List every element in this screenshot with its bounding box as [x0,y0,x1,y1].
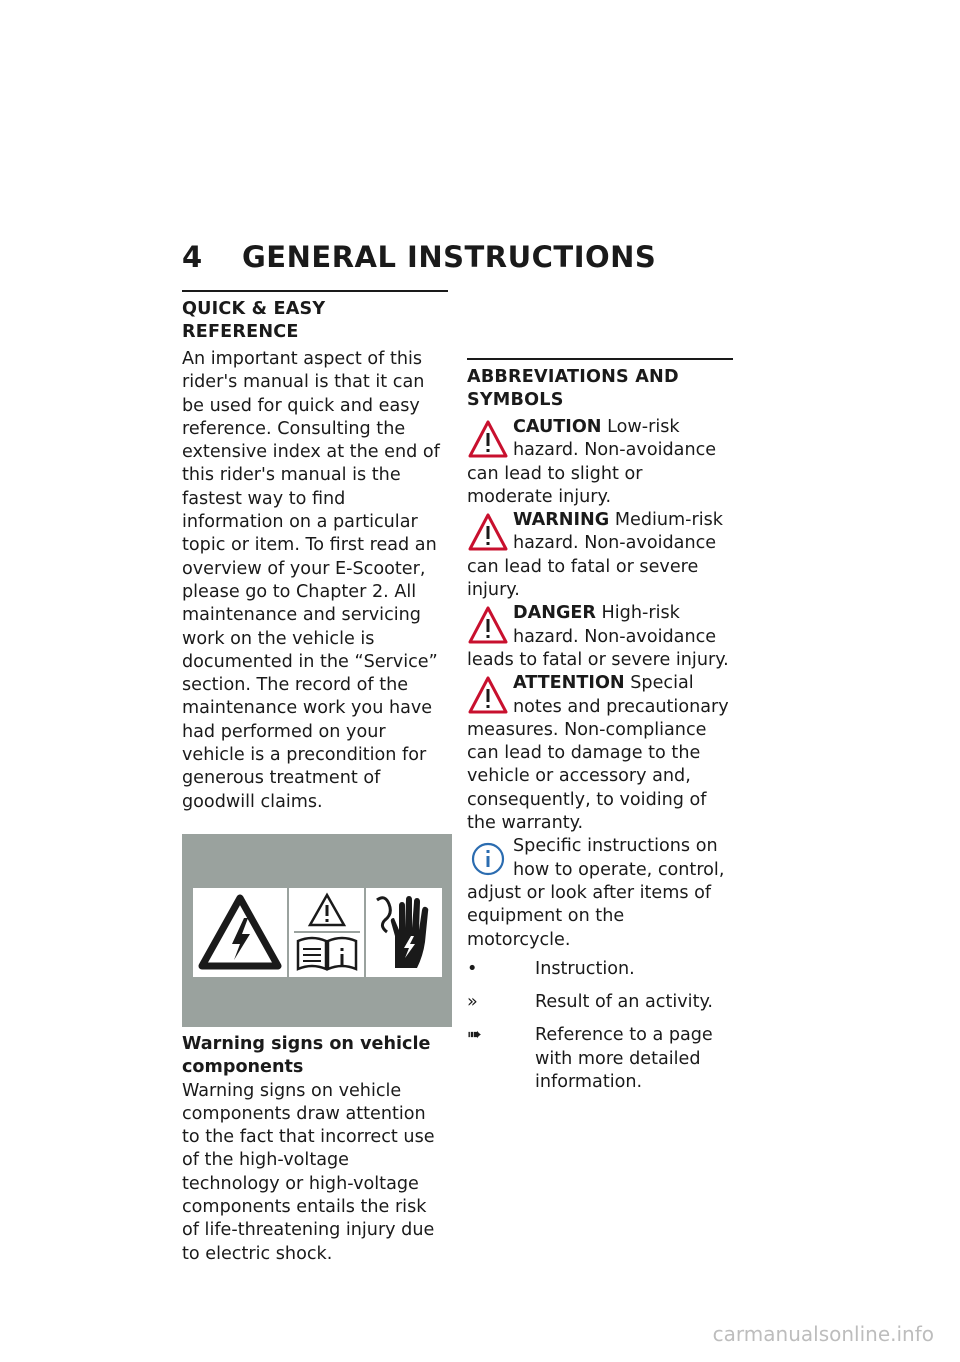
warning-signs-figure [182,834,452,1027]
symbol-description: Specific instructions on how to operate, control, adjust or look after items of equipment on the motorcycle. [467,836,725,950]
symbol-description: Medium-risk hazard. Non-avoidance can lead to fatal or severe injury. [467,510,723,601]
legend-text: Reference to a page with more detailed information. [535,1025,713,1093]
high-voltage-warning-icon [193,888,289,977]
warning-triangle-icon [467,511,509,555]
symbol-entry-warning [467,509,733,602]
bullet-icon: • [467,958,478,979]
symbol-keyword: DANGER [513,603,596,624]
page-reference-arrow-icon: ➠ [467,1025,482,1046]
warning-triangle-icon [467,418,509,462]
abbreviations-title: ABBREVIATIONS AND SYMBOLS [467,367,679,410]
symbol-entry-attention [467,672,733,835]
list-item [467,958,733,981]
symbol-entry-danger [467,602,733,672]
chapter-title: GENERAL INSTRUCTIONS [242,240,657,274]
section-divider [182,290,448,292]
info-icon [467,837,509,881]
symbol-description: Low-risk hazard. Non-avoidance can lead to slight or moderate injury. [467,417,717,507]
section-divider [467,358,733,360]
right-column [467,358,733,1104]
symbol-keyword: CAUTION [513,417,602,437]
symbol-legend-list [467,958,733,1094]
chapter-number: 4 [182,240,203,274]
symbol-entry-info [467,835,733,951]
legend-text: Result of an activity. [535,992,713,1013]
symbol-entry-caution [467,416,733,509]
warning-signs-caption-title: Warning signs on vehicle components [182,1033,431,1078]
watermark: carmanualsonline.info [712,1322,934,1346]
warning-sign-panel [193,888,442,977]
warning-triangle-icon [467,674,509,718]
chapter-heading [182,240,656,274]
symbol-description: Special notes and precautionary measures. Non-compliance can lead to damage to the vehicle or accessory and, consequently, to voiding of the warranty. [467,673,729,834]
list-item [467,991,733,1014]
warning-triangle-icon [467,604,509,648]
symbol-keyword: WARNING [513,510,610,531]
list-item [467,1024,733,1094]
symbol-description: High-risk hazard. Non-avoidance leads to fatal or severe injury. [467,603,729,670]
result-arrow-icon: » [467,992,478,1013]
left-column [182,290,448,1266]
electric-shock-hand-icon [366,888,442,977]
quick-reference-title: QUICK & EASY REFERENCE [182,299,326,342]
warning-signs-caption-body: Warning signs on vehicle components draw attention to the fact that incorrect use of the high-voltage technology or high-voltage components entails the risk of life-threatening injury due to electric shock. [182,1080,435,1264]
quick-reference-body: An important aspect of this rider's manual is that it can be used for quick and easy reference. Consulting the extensive index at the end of this rider's manual is the fastest way to find information on a particular topic or item. To first read an overview of your E-Scooter, please go to Chapter 2. All maintenance and servicing work on the vehicle is documented in the “Service” section. The record of the maintenance work you have had performed on your vehicle is a precondition for generous treatment of goodwill claims. [182,349,440,812]
legend-text: Instruction. [535,958,635,979]
read-manual-warning-icon [289,888,366,977]
symbol-keyword: ATTENTION [513,673,625,694]
